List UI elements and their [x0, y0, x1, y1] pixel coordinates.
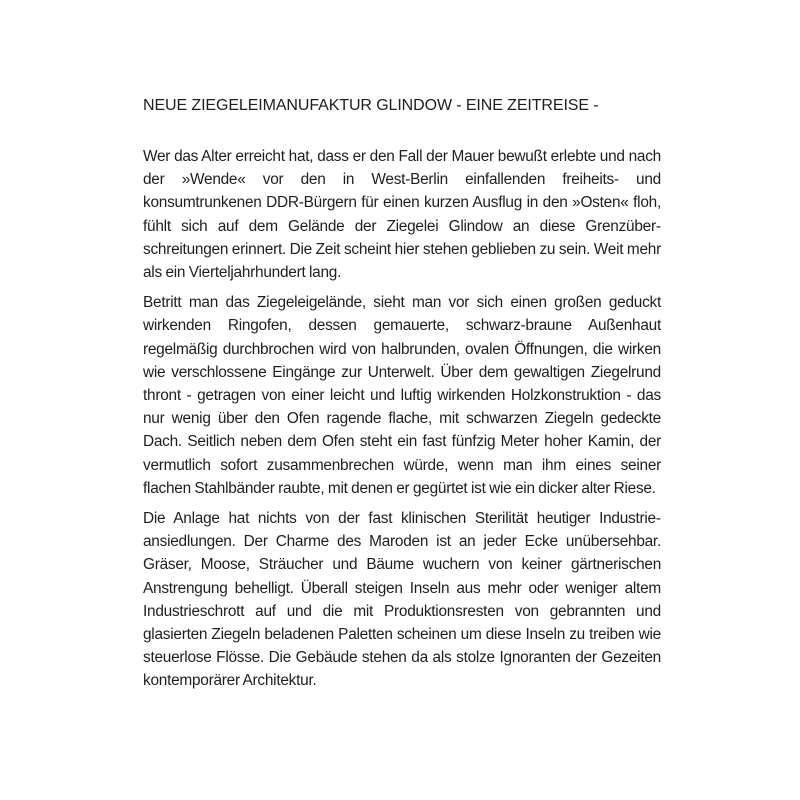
paragraph-3: Die Anlage hat nichts von der fast klinischen Sterilität heutiger Industrieansiedlungen. Der Charme des Maroden ist an jeder Ecke unübersehbar. Gräser, Moose, Sträucher und Bäume wuchern von keiner gärtnerischen Anstrengung behelligt. Überall steigen Inseln aus mehr oder weniger altem Industrieschrott auf und die mit Produktionsresten von gebrannten und glasierten Ziegeln beladenen Paletten scheinen um diese Inseln zu treiben wie steuerlose Flösse. Die Gebäude stehen da als stolze Ignoranten der Gezeiten kontemporärer Architektur.: [143, 510, 661, 690]
document-title: NEUE ZIEGELEIMANUFAKTUR GLINDOW - EINE ZEITREISE -: [143, 97, 599, 114]
document-body: [143, 145, 661, 693]
paragraph-2: Betritt man das Ziegeleigelände, sieht man vor sich einen großen geduckt wirkenden Ringofen, dessen gemauerte, schwarz-braune Außenhaut regelmäßig durchbrochen wird von halbrunden, ovalen Öffnungen, die wirken wie verschlossene Eingänge zur Unterwelt. Über dem gewaltigen Ziegelrund thront - getragen von einer leicht und luftig wirkenden Holzkonstruktion - das nur wenig über den Ofen ragende flache, mit schwarzen Ziegeln gedeckte Dach. Seitlich neben dem Ofen steht ein fast fünfzig Meter hoher Kamin, der vermutlich sofort zusammenbrechen würde, wenn man ihm eines seiner flachen Stahlbänder raubte, mit denen er gegürtet ist wie ein dicker alter Riese.: [143, 294, 661, 497]
paragraph-1: Wer das Alter erreicht hat, dass er den Fall der Mauer bewußt erlebte und nach der »Wende« vor den in West-Berlin einfallenden freiheits- und konsumtrunkenen DDR-Bürgern für einen kurzen Ausflug in den »Osten« floh, fühlt sich auf dem Gelände der Ziegelei Glindow an diese Grenzüberschreitungen erinnert. Die Zeit scheint hier stehen geblieben zu sein. Weit mehr als ein Vierteljahrhundert lang.: [143, 148, 661, 282]
